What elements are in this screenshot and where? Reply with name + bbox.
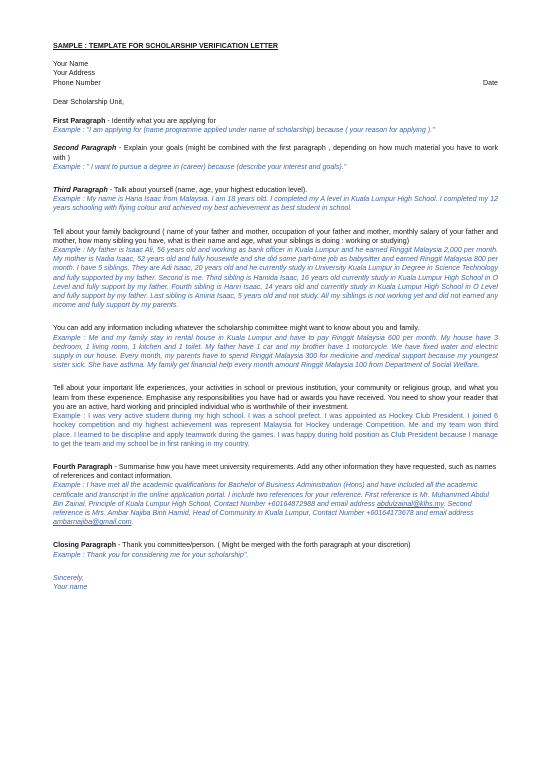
fourth-example-part-b: . Second reference is Mrs. Ambar Najiba Binti Hamid, Head of Community in Kuala Lumpur, Contact Number +60164173678 and email address	[53, 499, 474, 517]
first-paragraph	[53, 117, 498, 135]
family-example: Example : My father is Isaac Ali, 56 years old and working as bank officer in Kuala Lumpur and he earned Ringgit Malaysia 2,000 per month. My mother is Nadia Isaac, 52 years old and fully housewife and she did some part-time job as babysitter and earned Ringgit Malaysia 800 per month. I have 5 siblings. They are Adi Isaac, 20 years old and he currently study in University Kuala Lumpur in Degree in Science Technology and fully supported by my father. Second is me. Third sibling is Hamida Isaac, 16 years old currently study in Kuala Lumpur High School in O Level and fully support by my father. Fourth sibling is Hanri Isaac, 14 years old and currently study in Kuala Lumpur High School in O Level and fully support by my father. Last sibling is Amina Isaac, 5 years old and not study. All my siblings is not working yet and did not earned any income and fully support by my parents.	[53, 246, 498, 310]
closing-paragraph	[53, 541, 498, 559]
third-paragraph-instruction: - Talk about yourself (name, age, your highest education level).	[107, 186, 308, 195]
sender-block	[53, 60, 498, 88]
fourth-paragraph-heading: Fourth Paragraph	[53, 462, 113, 471]
experiences-instruction: Tell about your important life experiences, your activities in school or previous institution, your community or religious group, and what you learn from these experience. Emphasise any responsibilities you have had or awards you have received. You need to show your reader that you are an active, hard working and principled individual who is worthwhile of their investment.	[53, 384, 498, 411]
experiences-example: Example : I was very active student during my high school. I was a school prefect. I was appointed as Hockey Club President. I joined 6 hockey competition and my highest achievement was represent Malaysia for Hockey underage Competition. Me and my team won third place. I learned to be discipline and apply teamwork during the games. I was happy during hold position as Club President because I manage to get the team and my school be in first ranking in my country.	[53, 412, 498, 448]
sender-address: Your Address	[53, 69, 95, 78]
closing-paragraph-heading: Closing Paragraph	[53, 541, 117, 550]
additional-info-paragraph	[53, 324, 498, 370]
third-paragraph-example: Example : My name is Hana Isaac from Malaysia. I am 18 years old. I completed my A level in Kuala Lumpur High School. I completed my 12 years schooling with flying colour and achieved my best achievement as best student in school.	[53, 195, 498, 213]
second-paragraph-example: Example : " I want to pursue a degree in (career) because (describe your interest and goals)."	[53, 162, 347, 171]
second-paragraph-instruction: - Explain your goals (might be combined with the first paragraph , depending on how much material you have to work with )	[53, 144, 498, 162]
signoff-name: Your name	[53, 582, 88, 591]
letter-date: Date	[483, 78, 498, 87]
third-paragraph-heading: Third Paragraph	[53, 186, 108, 195]
additional-instruction: You can add any information including whatever the scholarship committee might want to know about you and family.	[53, 324, 420, 333]
document-title: SAMPLE : TEMPLATE FOR SCHOLARSHIP VERIFICATION LETTER	[53, 42, 279, 50]
second-paragraph	[53, 144, 498, 172]
sender-phone: Phone Number	[53, 78, 101, 87]
first-paragraph-instruction: - Identify what you are applying for	[105, 117, 216, 126]
fourth-example-part-a: Example : I have met all the academic qualifications for Bachelor of Business Administration (Hons) and have included all the academic certificate and transcript in the online application portal. I include two references for your reference. First reference is Mr. Muhammed Abdul Bin Zainal, Principle of Kuala Lumpur High School, Contact Number +60164872988 and email address	[53, 481, 489, 508]
closing-paragraph-example: Example : Thank you for considering me for your scholarship".	[53, 550, 249, 559]
fourth-example-part-c: .	[131, 518, 134, 527]
family-paragraph	[53, 228, 498, 311]
salutation: Dear Scholarship Unit,	[53, 97, 124, 106]
first-paragraph-example: Example : "I am applying for (name programme applied under name of scholarship) because ( your reason for applying )."	[53, 126, 435, 135]
reference-email-link-1[interactable]: abdulzainal@klhs.my	[376, 499, 444, 508]
reference-email-link-2[interactable]: ambarnajiba@gmail.com	[53, 518, 132, 527]
additional-example: Example : Me and my family stay in rental house in Kuala Lumpur and have to pay Ringgit Malaysia 600 per month. My house have 3 bedroom, 1 living room, 1 kitchen and 1 toilet. My father have 1 car and my brother have 1 motorcycle. We have fixed water and electric supply in our house. Every month, my parents have to spend Ringgit Malaysia 300 for medicine and medical support because my youngest sister sick. She have asthma. My family get financial help every month amount Ringgit Malaysia 100 from Department of Social Welfare.	[53, 333, 498, 370]
signoff	[53, 574, 498, 592]
fourth-paragraph-instruction: - Summarise how you have meet university requirements. Add any other information they have requested, such as names of references and contact information.	[53, 462, 497, 481]
second-paragraph-heading: Second Paragraph	[53, 144, 117, 153]
sincerely-text: Sincerely,	[53, 573, 84, 582]
closing-paragraph-instruction: - Thank you committee/person. ( Might be merged with the forth paragraph at your discretion)	[116, 541, 411, 550]
third-paragraph	[53, 186, 498, 214]
sender-name: Your Name	[53, 60, 89, 69]
experiences-paragraph	[53, 384, 498, 448]
fourth-paragraph-example	[53, 481, 498, 527]
first-paragraph-heading: First Paragraph	[53, 117, 106, 126]
fourth-paragraph	[53, 463, 498, 527]
family-instruction: Tell about your family background ( name of your father and mother, occupation of your father and mother, monthly salary of your father and mother, how many sibling you have, what is their name and age, what your siblings is doing : working or studying)	[53, 227, 498, 245]
